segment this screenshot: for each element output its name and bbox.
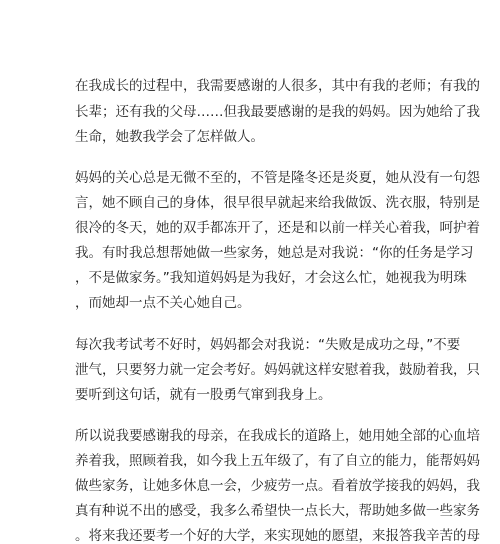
text-line: 。将来我还要考一个好的大学，来实现她的愿望，来报答我辛苦的母 <box>75 528 480 544</box>
text-line: 做些家务，让她多休息一会，少疲劳一点。看着放学接我的妈妈，我 <box>75 478 480 494</box>
text-line: 很冷的冬天，她的双手都冻开了，还是和以前一样关心着我，呵护着 <box>75 220 480 236</box>
text-line: 我。有时我总想帮她做一些家务，她总是对我说：“你的任务是学习 <box>75 245 474 261</box>
text-line: ，而她却一点不关心她自己。 <box>75 295 251 311</box>
text-line: 泄气，只要努力就一定会考好。妈妈就这样安慰着我，鼓励着我，只 <box>75 362 480 378</box>
text-line: 真有种说不出的感受，我多么希望快一点长大，帮助她多做一些家务 <box>75 503 480 519</box>
text-line: 养着我，照顾着我，如今我上五年级了，有了自立的能力，能帮妈妈 <box>75 453 480 469</box>
text-line: 所以说我要感谢我的母亲，在我成长的道路上，她用她全部的心血培 <box>75 428 480 444</box>
text-line: 生命，她教我学会了怎样做人。 <box>75 129 264 145</box>
text-line: ，不是做家务。”我知道妈妈是为我好，才会这么忙，她视我为明珠 <box>75 270 467 286</box>
text-line: 妈妈的关心总是无微不至的，不管是隆冬还是炎夏，她从没有一句怨 <box>75 170 480 186</box>
text-line: 言，她不顾自己的身体，很早很早就起来给我做饭、洗衣服，特别是 <box>75 195 480 211</box>
text-line: 每次我考试考不好时，妈妈都会对我说：“失败是成功之母，”不要 <box>75 337 461 353</box>
text-line: 在我成长的过程中，我需要感谢的人很多，其中有我的老师；有我的 <box>75 78 480 94</box>
text-line: 长辈；还有我的父母……但我最要感谢的是我的妈妈。因为她给了我 <box>75 104 480 120</box>
text-line: 要听到这句话，就有一股勇气窜到我身上。 <box>75 387 332 403</box>
